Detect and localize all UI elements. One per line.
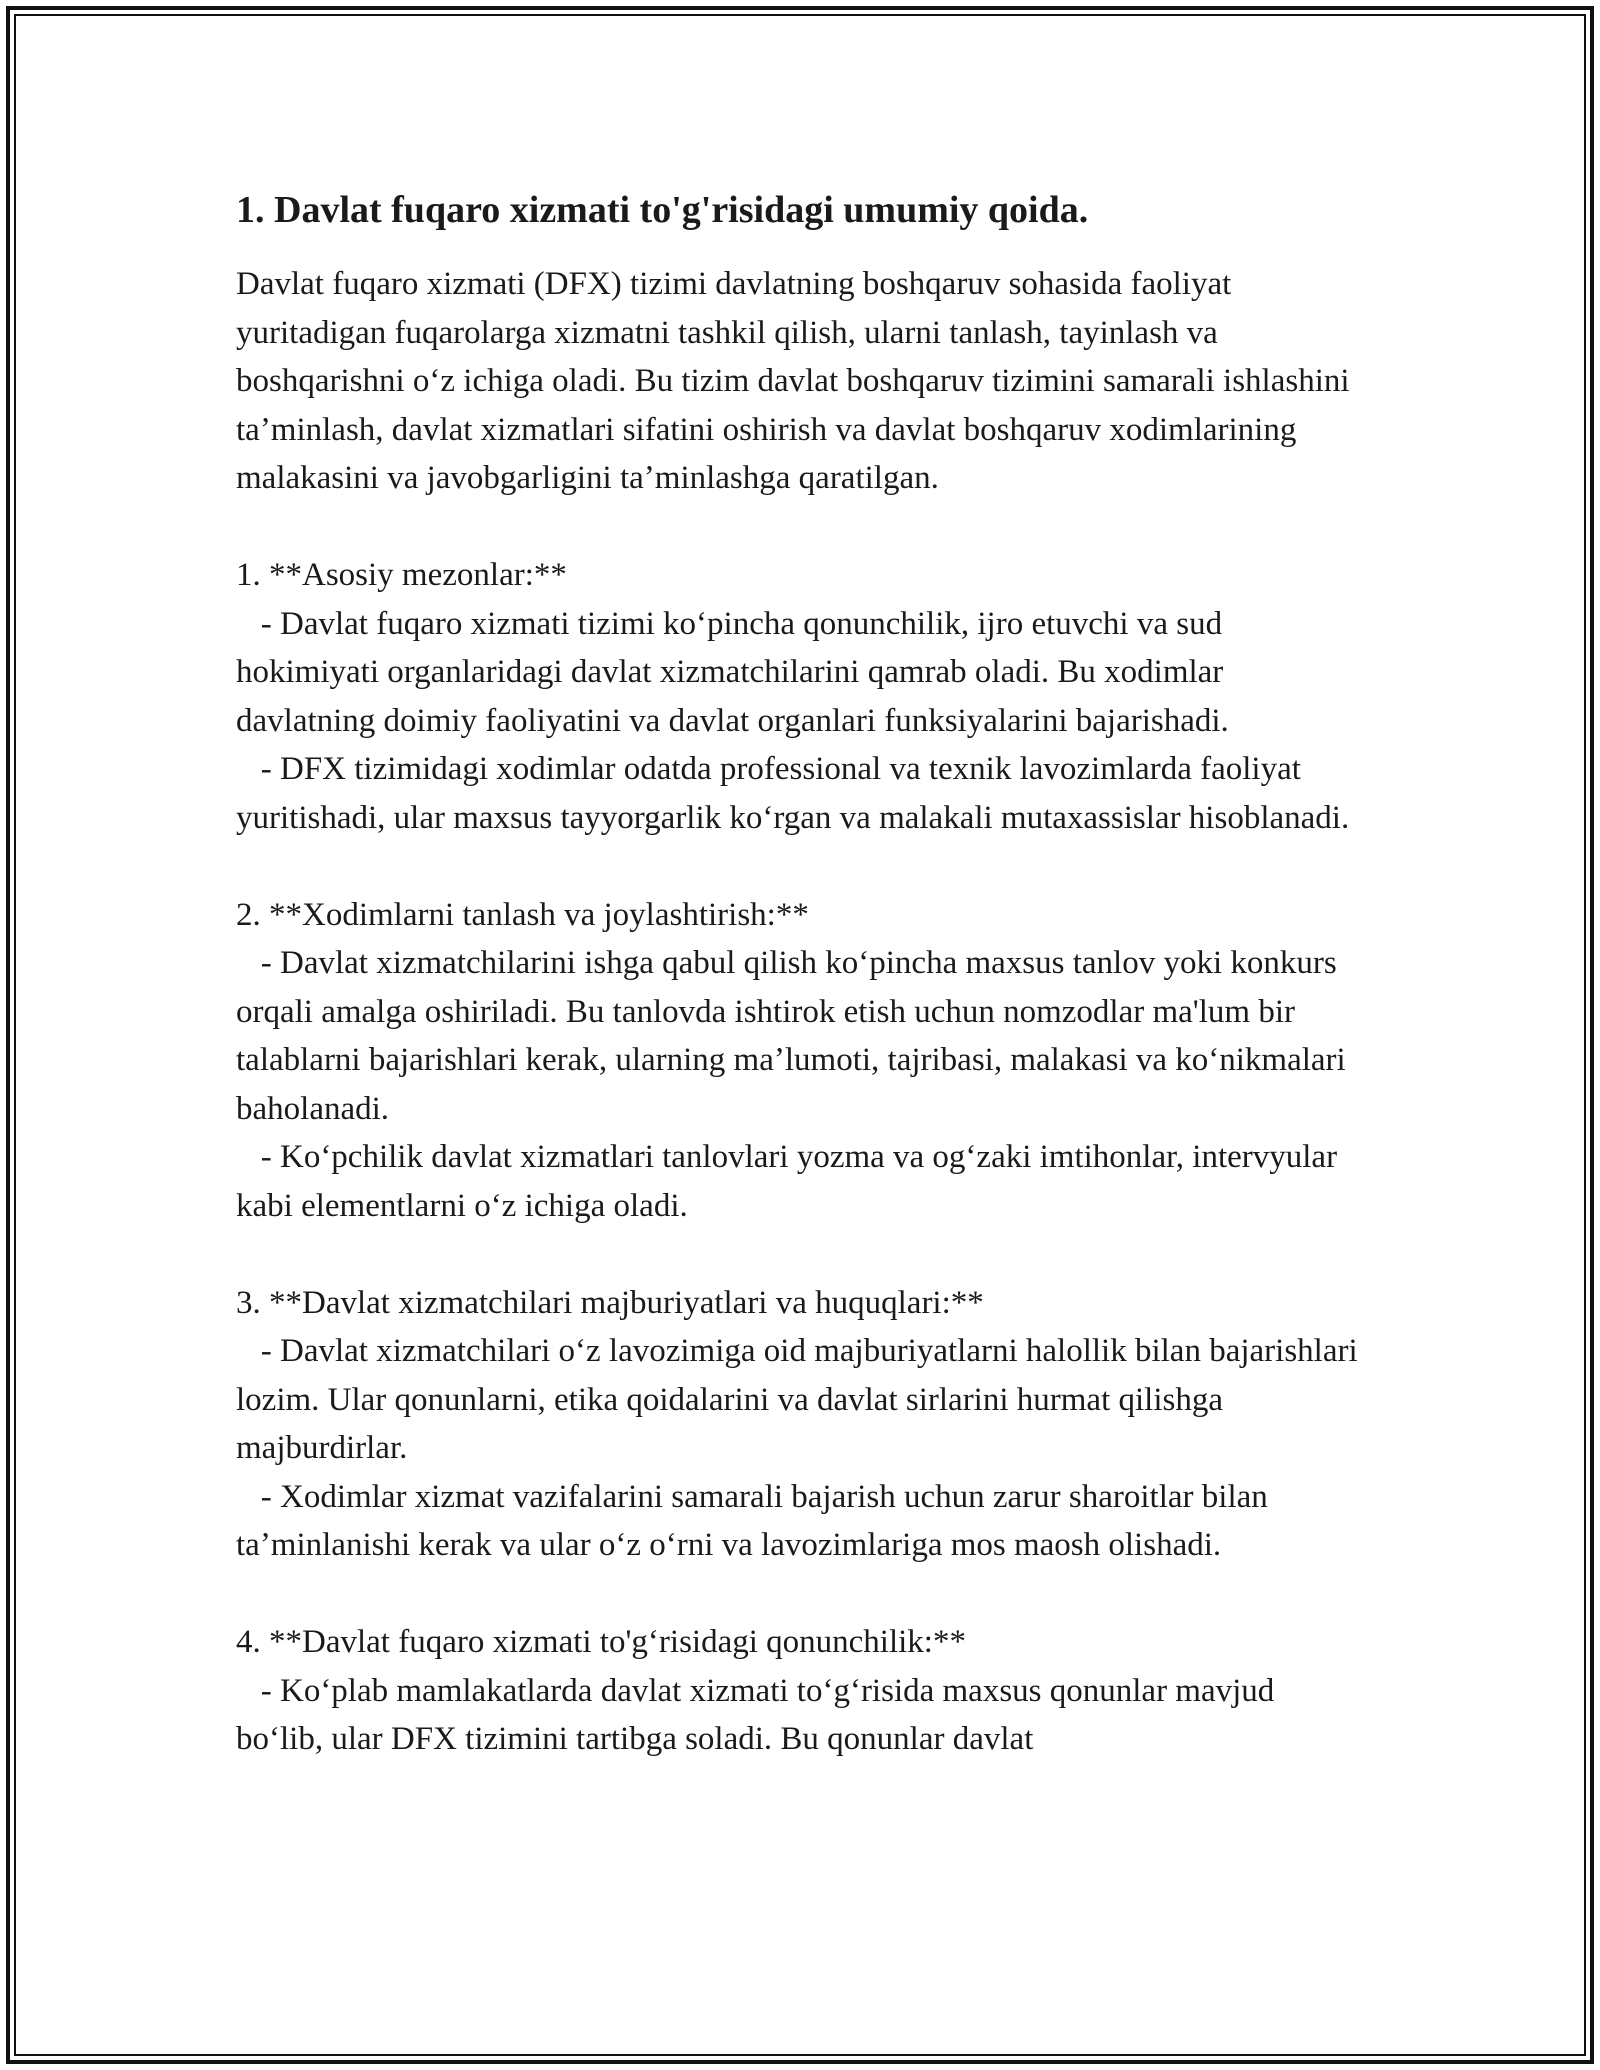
section-xodimlarni-tanlash bbox=[236, 891, 1366, 1231]
section-majburiyatlar-huquqlar bbox=[236, 1279, 1366, 1570]
section-item: - Davlat fuqaro xizmati tizimi koʻpincha qonunchilik, ijro etuvchi va sud hokimiyati organlaridagi davlat xizmatchilarini qamrab oladi. Bu xodimlar davlatning doimiy faoliyatini va davlat organlari funksiyalarini bajarishadi. bbox=[236, 605, 1232, 739]
section-item: - Koʻpchilik davlat xizmatlari tanlovlari yozma va ogʻzaki imtihonlar, intervyular kabi elementlarni oʻz ichiga oladi. bbox=[236, 1139, 1346, 1224]
document-title: 1. Davlat fuqaro xizmati to'g'risidagi umumiy qoida. bbox=[236, 189, 1089, 231]
section-heading: 3. **Davlat xizmatchilari majburiyatlari va huquqlari:** bbox=[236, 1284, 984, 1321]
section-item: - Xodimlar xizmat vazifalarini samarali bajarish uchun zarur sharoitlar bilan taʼminlanishi kerak va ular oʻz oʻrni va lavozimlariga mos maosh olishadi. bbox=[236, 1478, 1277, 1563]
section-qonunchilik bbox=[236, 1618, 1366, 1764]
section-heading: 2. **Xodimlarni tanlash va joylashtirish:** bbox=[236, 896, 809, 933]
section-item: - Davlat xizmatchilari oʻz lavozimiga oid majburiyatlarni halollik bilan bajarishlari lozim. Ular qonunlarni, etika qoidalarini va davlat sirlarini hurmat qilishga majburdirlar. bbox=[236, 1333, 1366, 1466]
section-item: - Davlat xizmatchilarini ishga qabul qilish koʻpincha maxsus tanlov yoki konkurs orqali amalga oshiriladi. Bu tanlovda ishtirok etish uchun nomzodlar ma'lum bir talablarni bajarishlari kerak, ularning maʼlumoti, tajribasi, malakasi va koʻnikmalari baholanadi. bbox=[236, 945, 1354, 1127]
section-heading: 1. **Asosiy mezonlar:** bbox=[236, 557, 567, 593]
intro-paragraph: Davlat fuqaro xizmati (DFX) tizimi davlatning boshqaruv sohasida faoliyat yuritadigan fuqarolarga xizmatni tashkil qilish, ularni tanlash, tayinlash va boshqarishni oʻz ichiga oladi. Bu tizim davlat boshqaruv tizimini samarali ishlashini taʼminlash, davlat xizmatlari sifatini oshirish va davlat boshqaruv xodimlarining malakasini va javobgarligini taʼminlashga qaratilgan. bbox=[236, 266, 1350, 496]
section-heading: 4. **Davlat fuqaro xizmati to'gʻrisidagi qonunchilik:** bbox=[236, 1624, 966, 1660]
section-item: - Koʻplab mamlakatlarda davlat xizmati toʻgʻrisida maxsus qonunlar mavjud boʻlib, ular DFX tizimini tartibga soladi. Bu qonunlar davlat bbox=[236, 1672, 1283, 1757]
document-page bbox=[236, 186, 1366, 1812]
section-asosiy-mezonlar bbox=[236, 551, 1366, 842]
section-item: - DFX tizimidagi xodimlar odatda professional va texnik lavozimlarda faoliyat yuritishadi, ular maxsus tayyorgarlik koʻrgan va malakali mutaxassislar hisoblanadi. bbox=[236, 751, 1350, 836]
